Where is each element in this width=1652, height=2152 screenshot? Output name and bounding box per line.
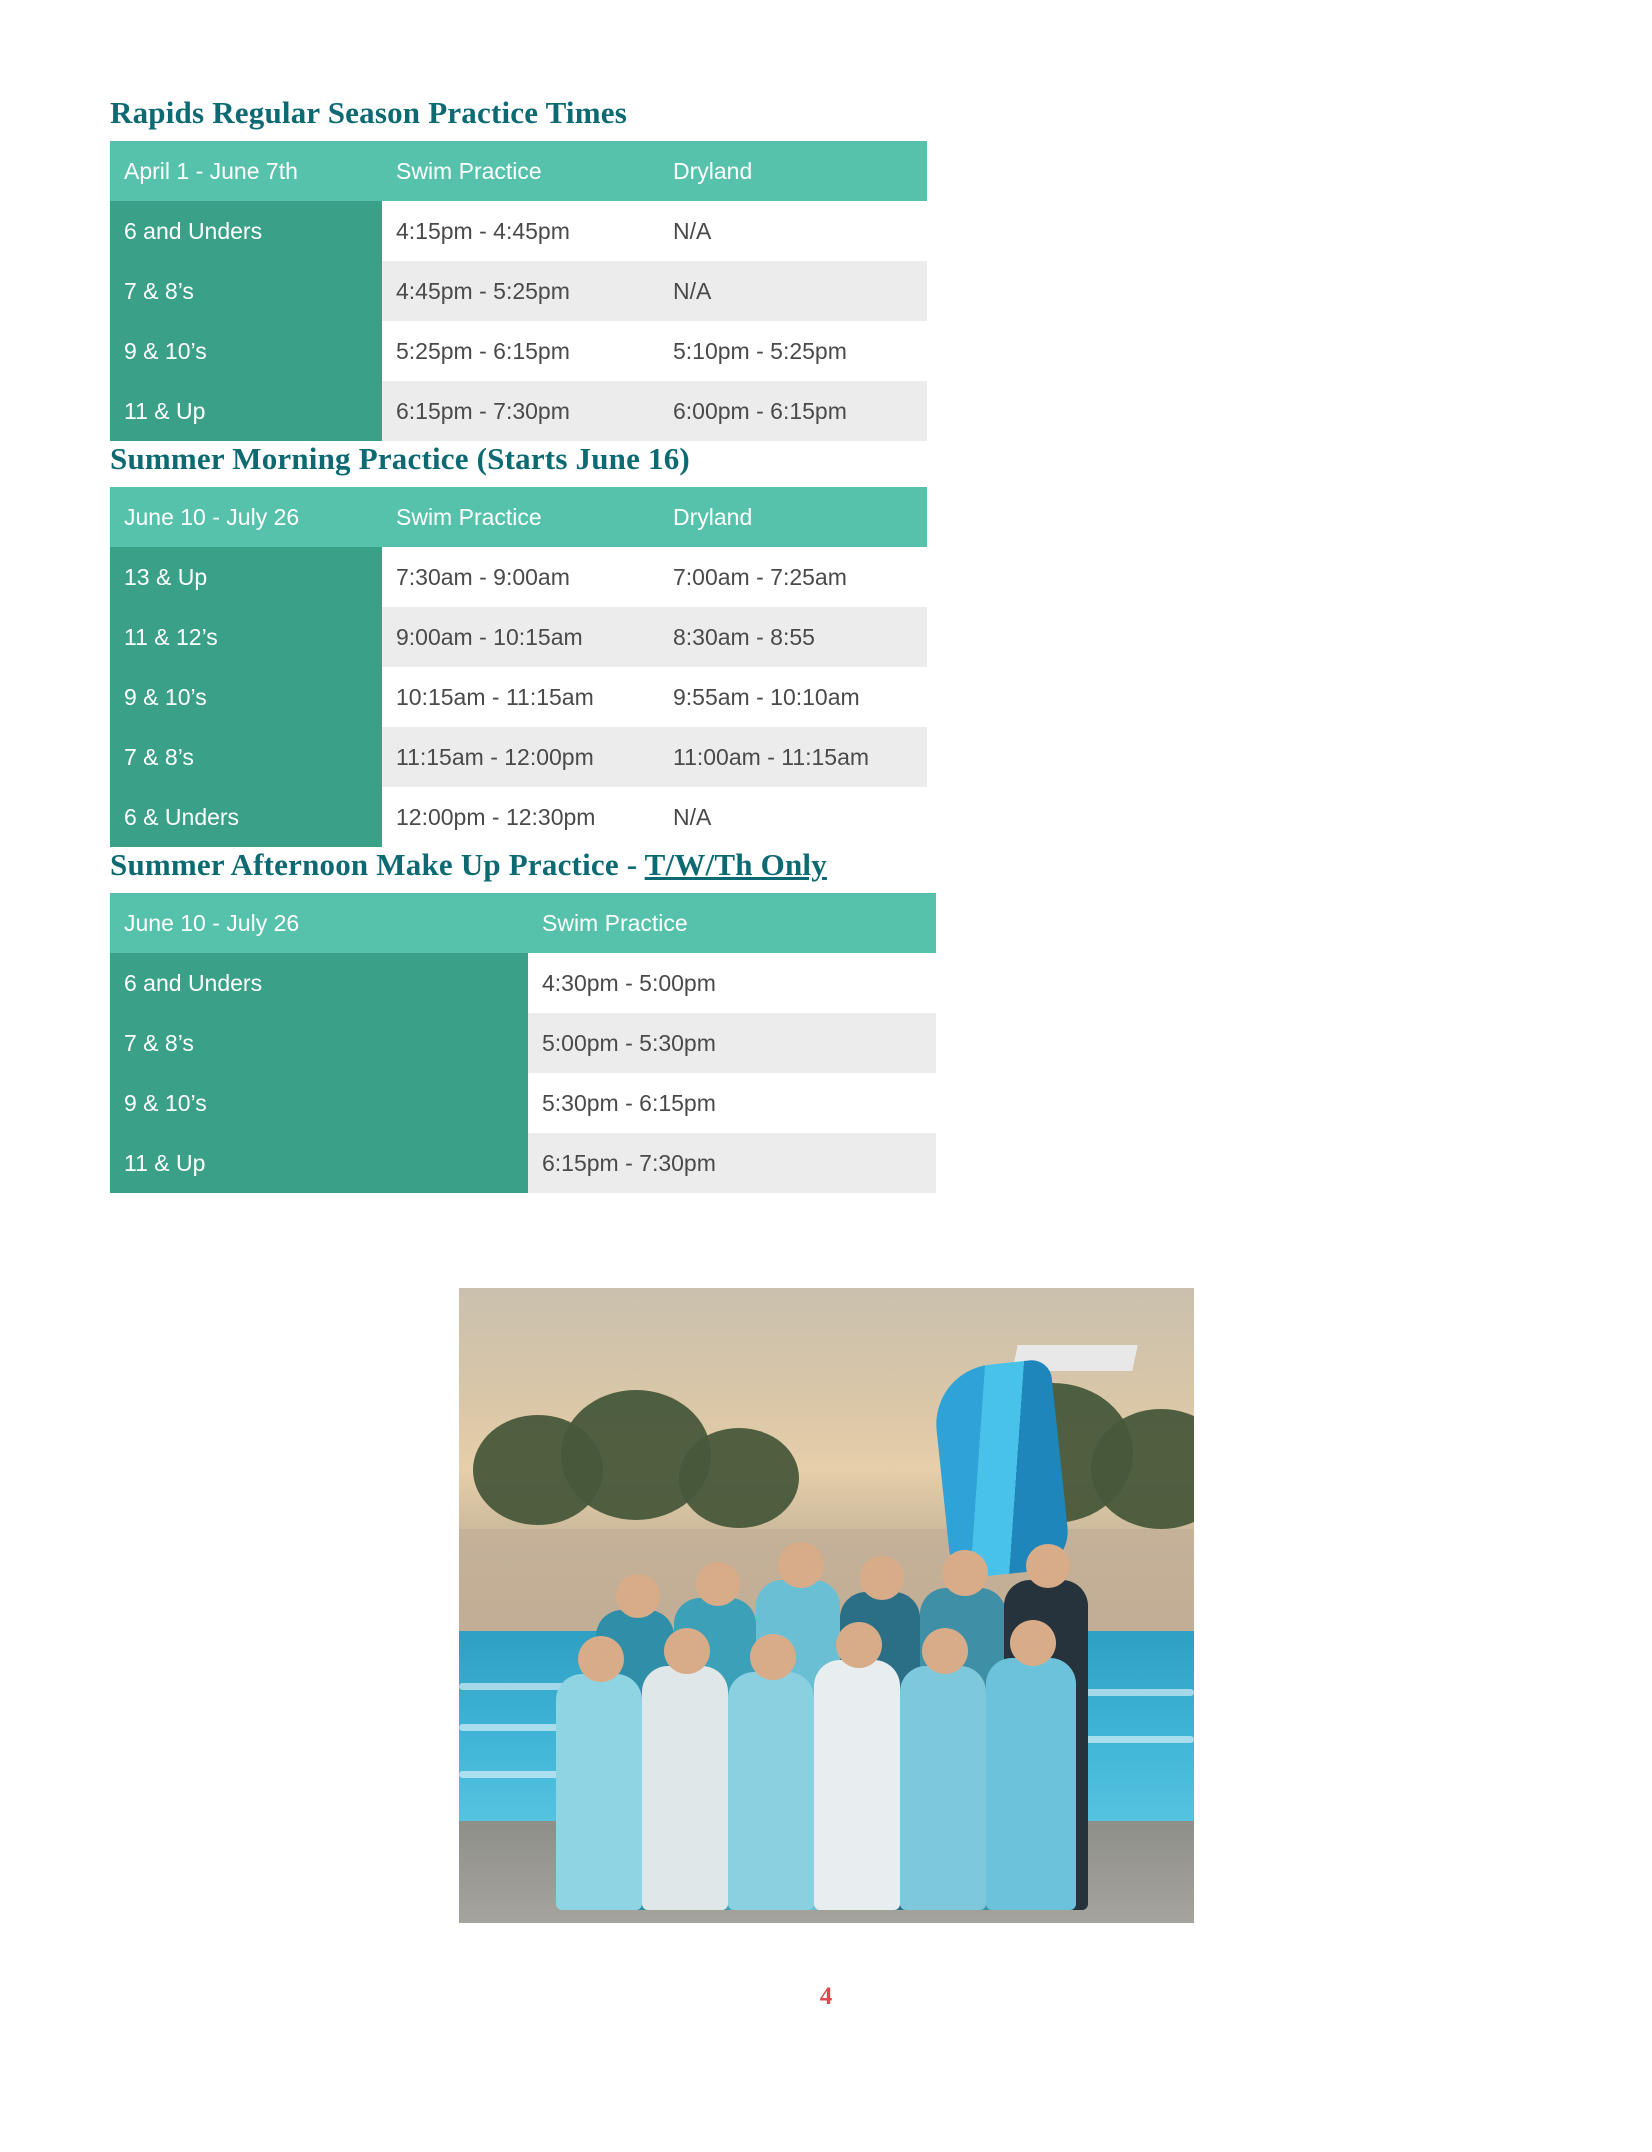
swim-practice-time: 12:00pm - 12:30pm [382, 787, 659, 847]
table-row [110, 1073, 936, 1133]
table-header-row [110, 893, 936, 953]
person [814, 1660, 900, 1910]
section-title-summer-morning: Summer Morning Practice (Starts June 16) [110, 441, 690, 476]
table-summer-morning [110, 487, 927, 847]
person-head [578, 1636, 624, 1682]
table-row [110, 547, 927, 607]
dryland-time: 7:00am - 7:25am [659, 547, 927, 607]
row-group-label: 9 & 10’s [110, 1073, 528, 1133]
swim-practice-time: 4:30pm - 5:00pm [528, 953, 936, 1013]
dryland-time: 11:00am - 11:15am [659, 727, 927, 787]
swim-practice-time: 7:30am - 9:00am [382, 547, 659, 607]
dryland-time: 9:55am - 10:10am [659, 667, 927, 727]
table-header-row [110, 487, 927, 547]
table-row [110, 201, 927, 261]
person-head [1026, 1544, 1070, 1588]
table-row [110, 1133, 936, 1193]
table-header-row [110, 141, 927, 201]
table-row [110, 1013, 936, 1073]
swim-practice-time: 11:15am - 12:00pm [382, 727, 659, 787]
table-row [110, 727, 927, 787]
person [728, 1672, 814, 1910]
row-group-label: 9 & 10’s [110, 321, 382, 381]
table-regular-season [110, 141, 927, 441]
person [986, 1658, 1076, 1910]
row-group-label: 13 & Up [110, 547, 382, 607]
person [556, 1674, 642, 1910]
person-head [778, 1542, 824, 1588]
column-header: April 1 - June 7th [110, 141, 382, 201]
page-number: 4 [819, 1983, 833, 2010]
dryland-time: N/A [659, 261, 927, 321]
swim-practice-time: 4:15pm - 4:45pm [382, 201, 659, 261]
swim-practice-time: 5:25pm - 6:15pm [382, 321, 659, 381]
swim-practice-time: 10:15am - 11:15am [382, 667, 659, 727]
column-header: Dryland [659, 487, 927, 547]
person-head [664, 1628, 710, 1674]
column-header: Swim Practice [528, 893, 936, 953]
table-row [110, 381, 927, 441]
section-title-summer-afternoon [110, 847, 1542, 883]
row-group-label: 6 and Unders [110, 201, 382, 261]
row-group-label: 11 & Up [110, 1133, 528, 1193]
dryland-time: N/A [659, 201, 927, 261]
person-head [922, 1628, 968, 1674]
person-head [860, 1556, 904, 1600]
person-head [616, 1574, 660, 1618]
row-group-label: 7 & 8’s [110, 1013, 528, 1073]
rapids-team-photo [459, 1288, 1194, 1923]
person [900, 1666, 986, 1910]
photo-container [459, 1288, 1194, 1923]
dryland-time: 8:30am - 8:55 [659, 607, 927, 667]
person-head [942, 1550, 988, 1596]
table-row [110, 667, 927, 727]
column-header: Swim Practice [382, 487, 659, 547]
dryland-time: 6:00pm - 6:15pm [659, 381, 927, 441]
table-summer-afternoon [110, 893, 936, 1193]
column-header: June 10 - July 26 [110, 893, 528, 953]
row-group-label: 6 & Unders [110, 787, 382, 847]
dryland-time: 5:10pm - 5:25pm [659, 321, 927, 381]
swim-practice-time: 6:15pm - 7:30pm [382, 381, 659, 441]
row-group-label: 7 & 8’s [110, 261, 382, 321]
swim-practice-time: 5:00pm - 5:30pm [528, 1013, 936, 1073]
table-row [110, 321, 927, 381]
section-title-regular-season: Rapids Regular Season Practice Times [110, 95, 627, 130]
table-row [110, 953, 936, 1013]
person-head [1010, 1620, 1056, 1666]
swim-practice-time: 4:45pm - 5:25pm [382, 261, 659, 321]
person [642, 1666, 728, 1910]
swim-practice-time: 5:30pm - 6:15pm [528, 1073, 936, 1133]
team-group [546, 1480, 1106, 1910]
person-head [750, 1634, 796, 1680]
row-group-label: 7 & 8’s [110, 727, 382, 787]
row-group-label: 11 & Up [110, 381, 382, 441]
row-group-label: 11 & 12’s [110, 607, 382, 667]
row-group-label: 6 and Unders [110, 953, 528, 1013]
table-row [110, 787, 927, 847]
swim-practice-time: 6:15pm - 7:30pm [528, 1133, 936, 1193]
person-head [696, 1562, 740, 1606]
dryland-time: N/A [659, 787, 927, 847]
swim-practice-time: 9:00am - 10:15am [382, 607, 659, 667]
column-header: Swim Practice [382, 141, 659, 201]
column-header: June 10 - July 26 [110, 487, 382, 547]
column-header: Dryland [659, 141, 927, 201]
section-title-text: Summer Afternoon Make Up Practice - [110, 847, 645, 882]
table-row [110, 607, 927, 667]
section-title-emphasis: T/W/Th Only [644, 847, 827, 882]
table-row [110, 261, 927, 321]
person-head [836, 1622, 882, 1668]
row-group-label: 9 & 10’s [110, 667, 382, 727]
